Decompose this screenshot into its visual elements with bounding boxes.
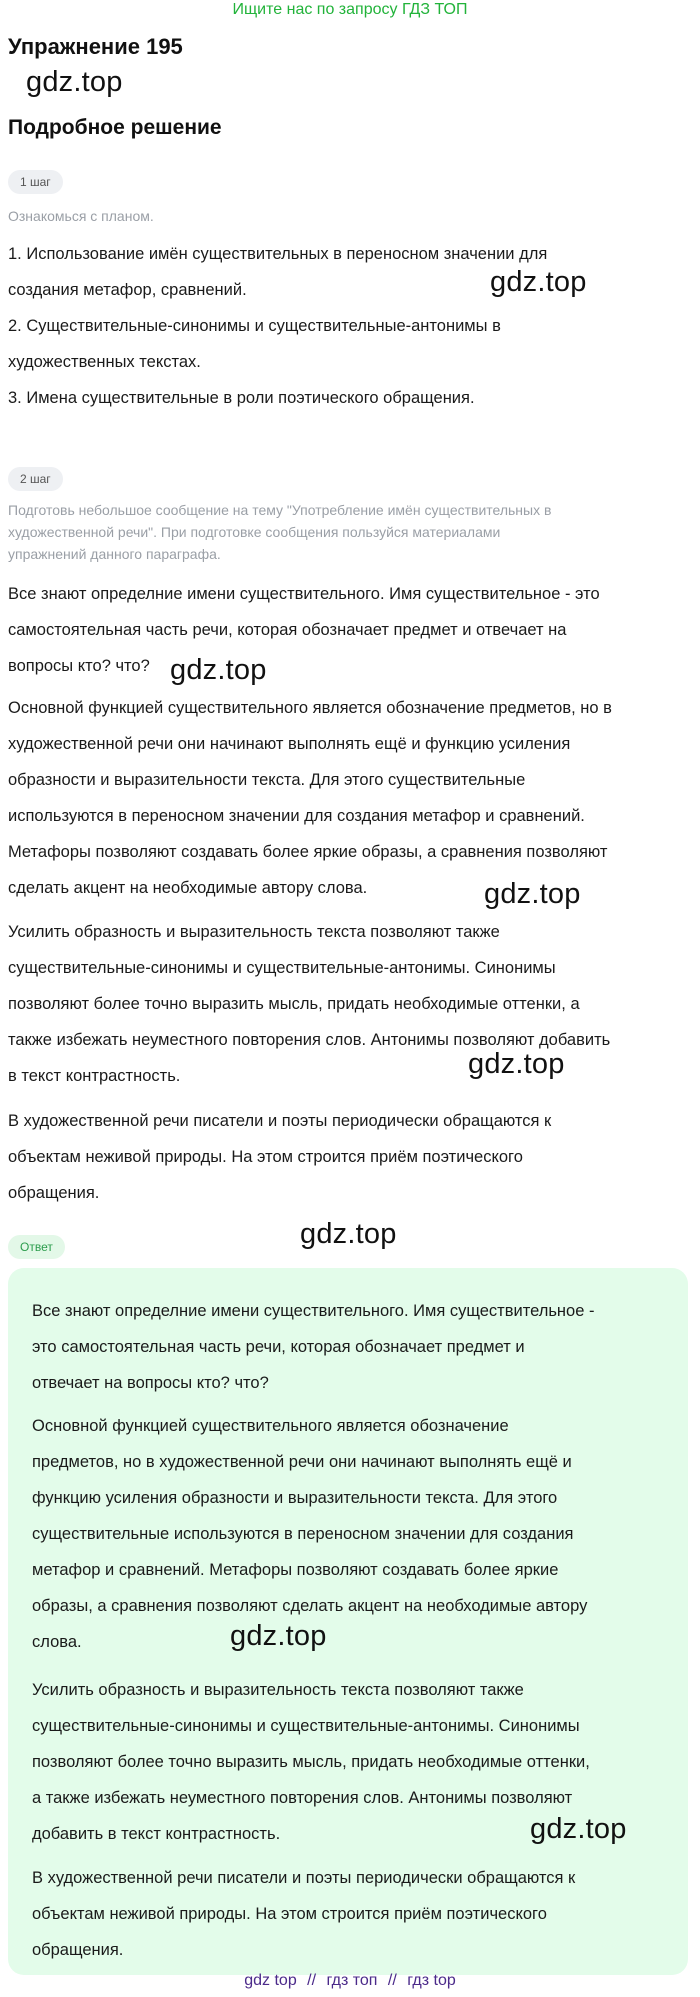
footer-separator: //: [387, 1972, 397, 1989]
watermark: gdz.top: [484, 878, 581, 910]
step2-paragraph-4: [8, 1103, 551, 1211]
text-line: Основной функцией существительного является обозначение предметов, но в: [8, 699, 612, 717]
watermark: gdz.top: [300, 1218, 397, 1250]
text-line: это самостоятельная часть речи, которая обозначает предмет и: [32, 1338, 525, 1356]
hint-line: упражнений данного параграфа.: [8, 546, 221, 562]
text-line: сделать акцент на необходимые автору слова.: [8, 879, 368, 897]
text-line: объектам неживой природы. На этом строится приём поэтического: [32, 1905, 547, 1923]
step-badge-2: 2 шаг: [8, 467, 63, 491]
answer-paragraph-3: [32, 1672, 590, 1852]
text-line: а также избежать неуместного повторения слов. Антонимы позволяют: [32, 1789, 573, 1807]
text-line: Усилить образность и выразительность текста позволяют также: [8, 923, 500, 941]
text-line: предметов, но в художественной речи они начинают выполнять ещё и: [32, 1453, 572, 1471]
text-line: объектам неживой природы. На этом строится приём поэтического: [8, 1148, 523, 1166]
text-line: Все знают определние имени существительного. Имя существительное -: [32, 1302, 595, 1320]
text-line: обращения.: [32, 1941, 124, 1959]
step2-paragraph-1: [8, 576, 600, 684]
step1-plan: [8, 236, 547, 416]
step2-hint: [8, 499, 551, 565]
step1-hint: Ознакомься с планом.: [8, 208, 154, 224]
text-line: В художественной речи писатели и поэты периодически обращаются к: [8, 1112, 552, 1130]
plan-line: создания метафор, сравнений.: [8, 281, 247, 299]
section-title: Подробное решение: [8, 116, 222, 139]
watermark: gdz.top: [170, 654, 267, 686]
watermark: gdz.top: [230, 1620, 327, 1652]
text-line: вопросы кто? что?: [8, 657, 150, 675]
text-line: В художественной речи писатели и поэты периодически обращаются к: [32, 1869, 576, 1887]
text-line: существительные используются в переносном значении для создания: [32, 1525, 574, 1543]
answer-paragraph-1: [32, 1293, 594, 1401]
plan-line: 2. Существительные-синонимы и существительные-антонимы в: [8, 317, 501, 335]
text-line: слова.: [32, 1633, 82, 1651]
step2-paragraph-2: [8, 690, 612, 906]
text-line: используются в переносном значении для создания метафор и сравнений.: [8, 807, 585, 825]
watermark: gdz.top: [490, 266, 587, 298]
footer-link[interactable]: гдз top: [407, 1972, 456, 1989]
footer-link[interactable]: gdz top: [244, 1972, 297, 1989]
text-line: добавить в текст контрастность.: [32, 1825, 281, 1843]
text-line: существительные-синонимы и существительные-антонимы. Синонимы: [8, 959, 556, 977]
watermark: gdz.top: [530, 1813, 627, 1845]
plan-line: 3. Имена существительные в роли поэтического обращения.: [8, 389, 475, 407]
text-line: функцию усиления образности и выразительности текста. Для этого: [32, 1489, 558, 1507]
text-line: в текст контрастность.: [8, 1067, 181, 1085]
text-line: Усилить образность и выразительность текста позволяют также: [32, 1681, 524, 1699]
page-title: Упражнение 195: [8, 34, 183, 59]
watermark: gdz.top: [468, 1048, 565, 1080]
text-line: Метафоры позволяют создавать более яркие образы, а сравнения позволяют: [8, 843, 608, 861]
text-line: обращения.: [8, 1184, 100, 1202]
hint-line: художественной речи". При подготовке сообщения пользуйся материалами: [8, 524, 501, 540]
text-line: существительные-синонимы и существительные-антонимы. Синонимы: [32, 1717, 580, 1735]
text-line: самостоятельная часть речи, которая обозначает предмет и отвечает на: [8, 621, 567, 639]
text-line: также избежать неуместного повторения слов. Антонимы позволяют добавить: [8, 1031, 611, 1049]
hint-line: Подготовь небольшое сообщение на тему "Употребление имён существительных в: [8, 502, 552, 518]
footer-link[interactable]: гдз топ: [326, 1972, 378, 1989]
text-line: образности и выразительности текста. Для этого существительные: [8, 771, 526, 789]
text-line: Все знают определние имени существительного. Имя существительное - это: [8, 585, 600, 603]
text-line: позволяют более точно выразить мысль, придать необходимые оттенки, а: [8, 995, 580, 1013]
text-line: художественной речи они начинают выполнять ещё и функцию усиления: [8, 735, 571, 753]
search-banner: Ищите нас по запросу ГДЗ ТОП: [232, 1, 468, 18]
text-line: позволяют более точно выразить мысль, придать необходимые оттенки,: [32, 1753, 590, 1771]
answer-badge: Ответ: [8, 1235, 65, 1259]
plan-line: 1. Использование имён существительных в переносном значении для: [8, 245, 548, 263]
step-badge-1: 1 шаг: [8, 170, 63, 194]
text-line: Основной функцией существительного является обозначение: [32, 1417, 509, 1435]
text-line: метафор и сравнений. Метафоры позволяют создавать более яркие: [32, 1561, 559, 1579]
text-line: отвечает на вопросы кто? что?: [32, 1374, 269, 1392]
text-line: образы, а сравнения позволяют сделать акцент на необходимые автору: [32, 1597, 588, 1615]
plan-line: художественных текстах.: [8, 353, 201, 371]
footer-links: [0, 1972, 700, 1990]
answer-paragraph-4: [32, 1860, 575, 1968]
footer-separator: //: [307, 1972, 317, 1989]
watermark: gdz.top: [26, 66, 123, 98]
